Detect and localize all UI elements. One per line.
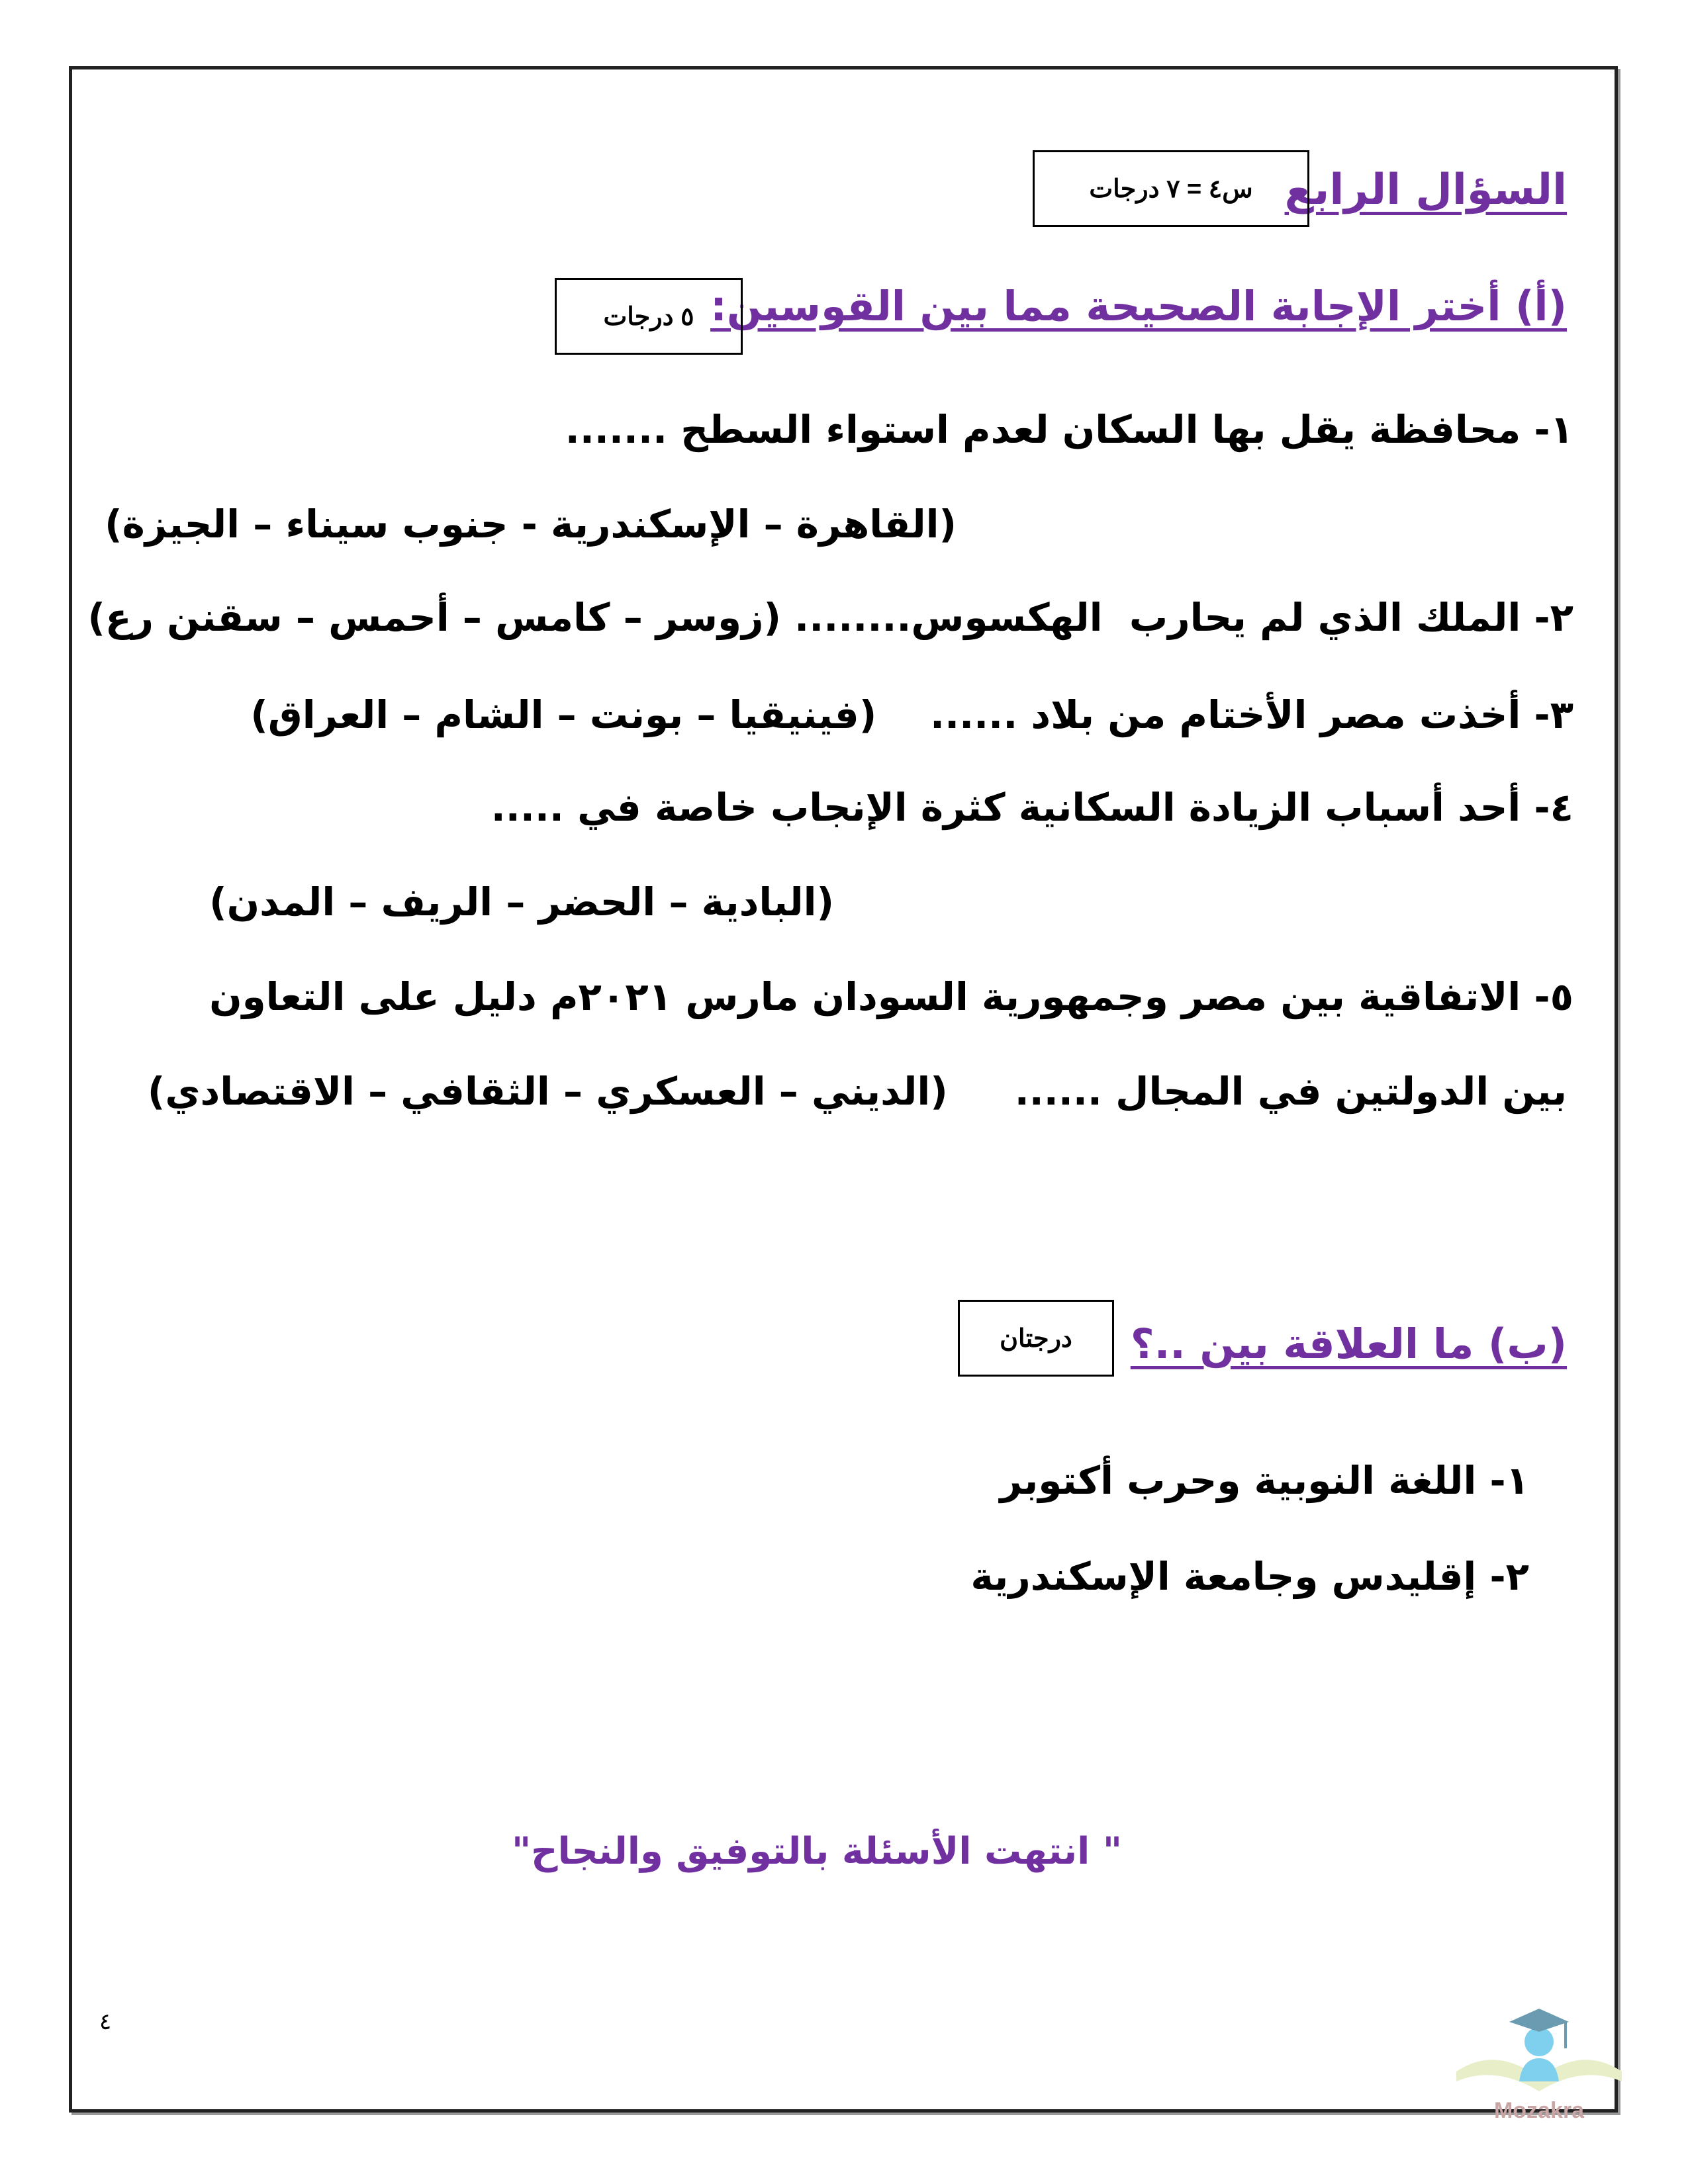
options-line: (القاهرة – الإسكندرية - جنوب سيناء – الجيزة) (105, 502, 957, 547)
part-a-title: (أ) أختر الإجابة الصحيحة مما بين القوسين: (710, 282, 1567, 330)
question-line: ٣- أخذت مصر الأختام من بلاد ...... (فينيقيا – بونت – الشام – العراق) (250, 692, 1573, 737)
page-number: ٤ (99, 2009, 112, 2035)
question-score-box: س٤ = ٧ درجات (1033, 150, 1309, 227)
question-line: ٤- أحد أسباب الزيادة السكانية كثرة الإنجاب خاصة في ..... (491, 785, 1573, 830)
options-line: (البادية – الحضر – الريف – المدن) (209, 880, 834, 925)
relation-line: ٢- إقليدس وجامعة الإسكندرية (970, 1554, 1529, 1599)
question-line: ٥- الاتفاقية بين مصر وجمهورية السودان مارس ٢٠٢١م دليل على التعاون (209, 974, 1573, 1019)
mozakra-logo-icon (1443, 1992, 1635, 2124)
question-line: ١- محافظة يقل بها السكان لعدم استواء السطح ....... (565, 407, 1573, 452)
question-line: ٢- الملك الذي لم يحارب الهكسوس........ (زوسر – كامس – أحمس – سقنن رع) (87, 595, 1573, 640)
question-title: السؤال الرابع (1284, 165, 1567, 214)
part-b-score-box: درجتان (958, 1300, 1114, 1377)
part-b-title: (ب) ما العلاقة بين ..؟ (1130, 1320, 1567, 1368)
relation-line: ١- اللغة النوبية وحرب أكتوبر (1000, 1458, 1529, 1503)
question-line: بين الدولتين في المجال ...... (الديني – العسكري – الثقافي – الاقتصادي) (147, 1069, 1567, 1114)
svg-text:Mozakra: Mozakra (1493, 2098, 1585, 2123)
closing-message: " انتهت الأسئلة بالتوفيق والنجاح" (511, 1830, 1122, 1873)
part-a-score-box: ٥ درجات (555, 278, 743, 355)
